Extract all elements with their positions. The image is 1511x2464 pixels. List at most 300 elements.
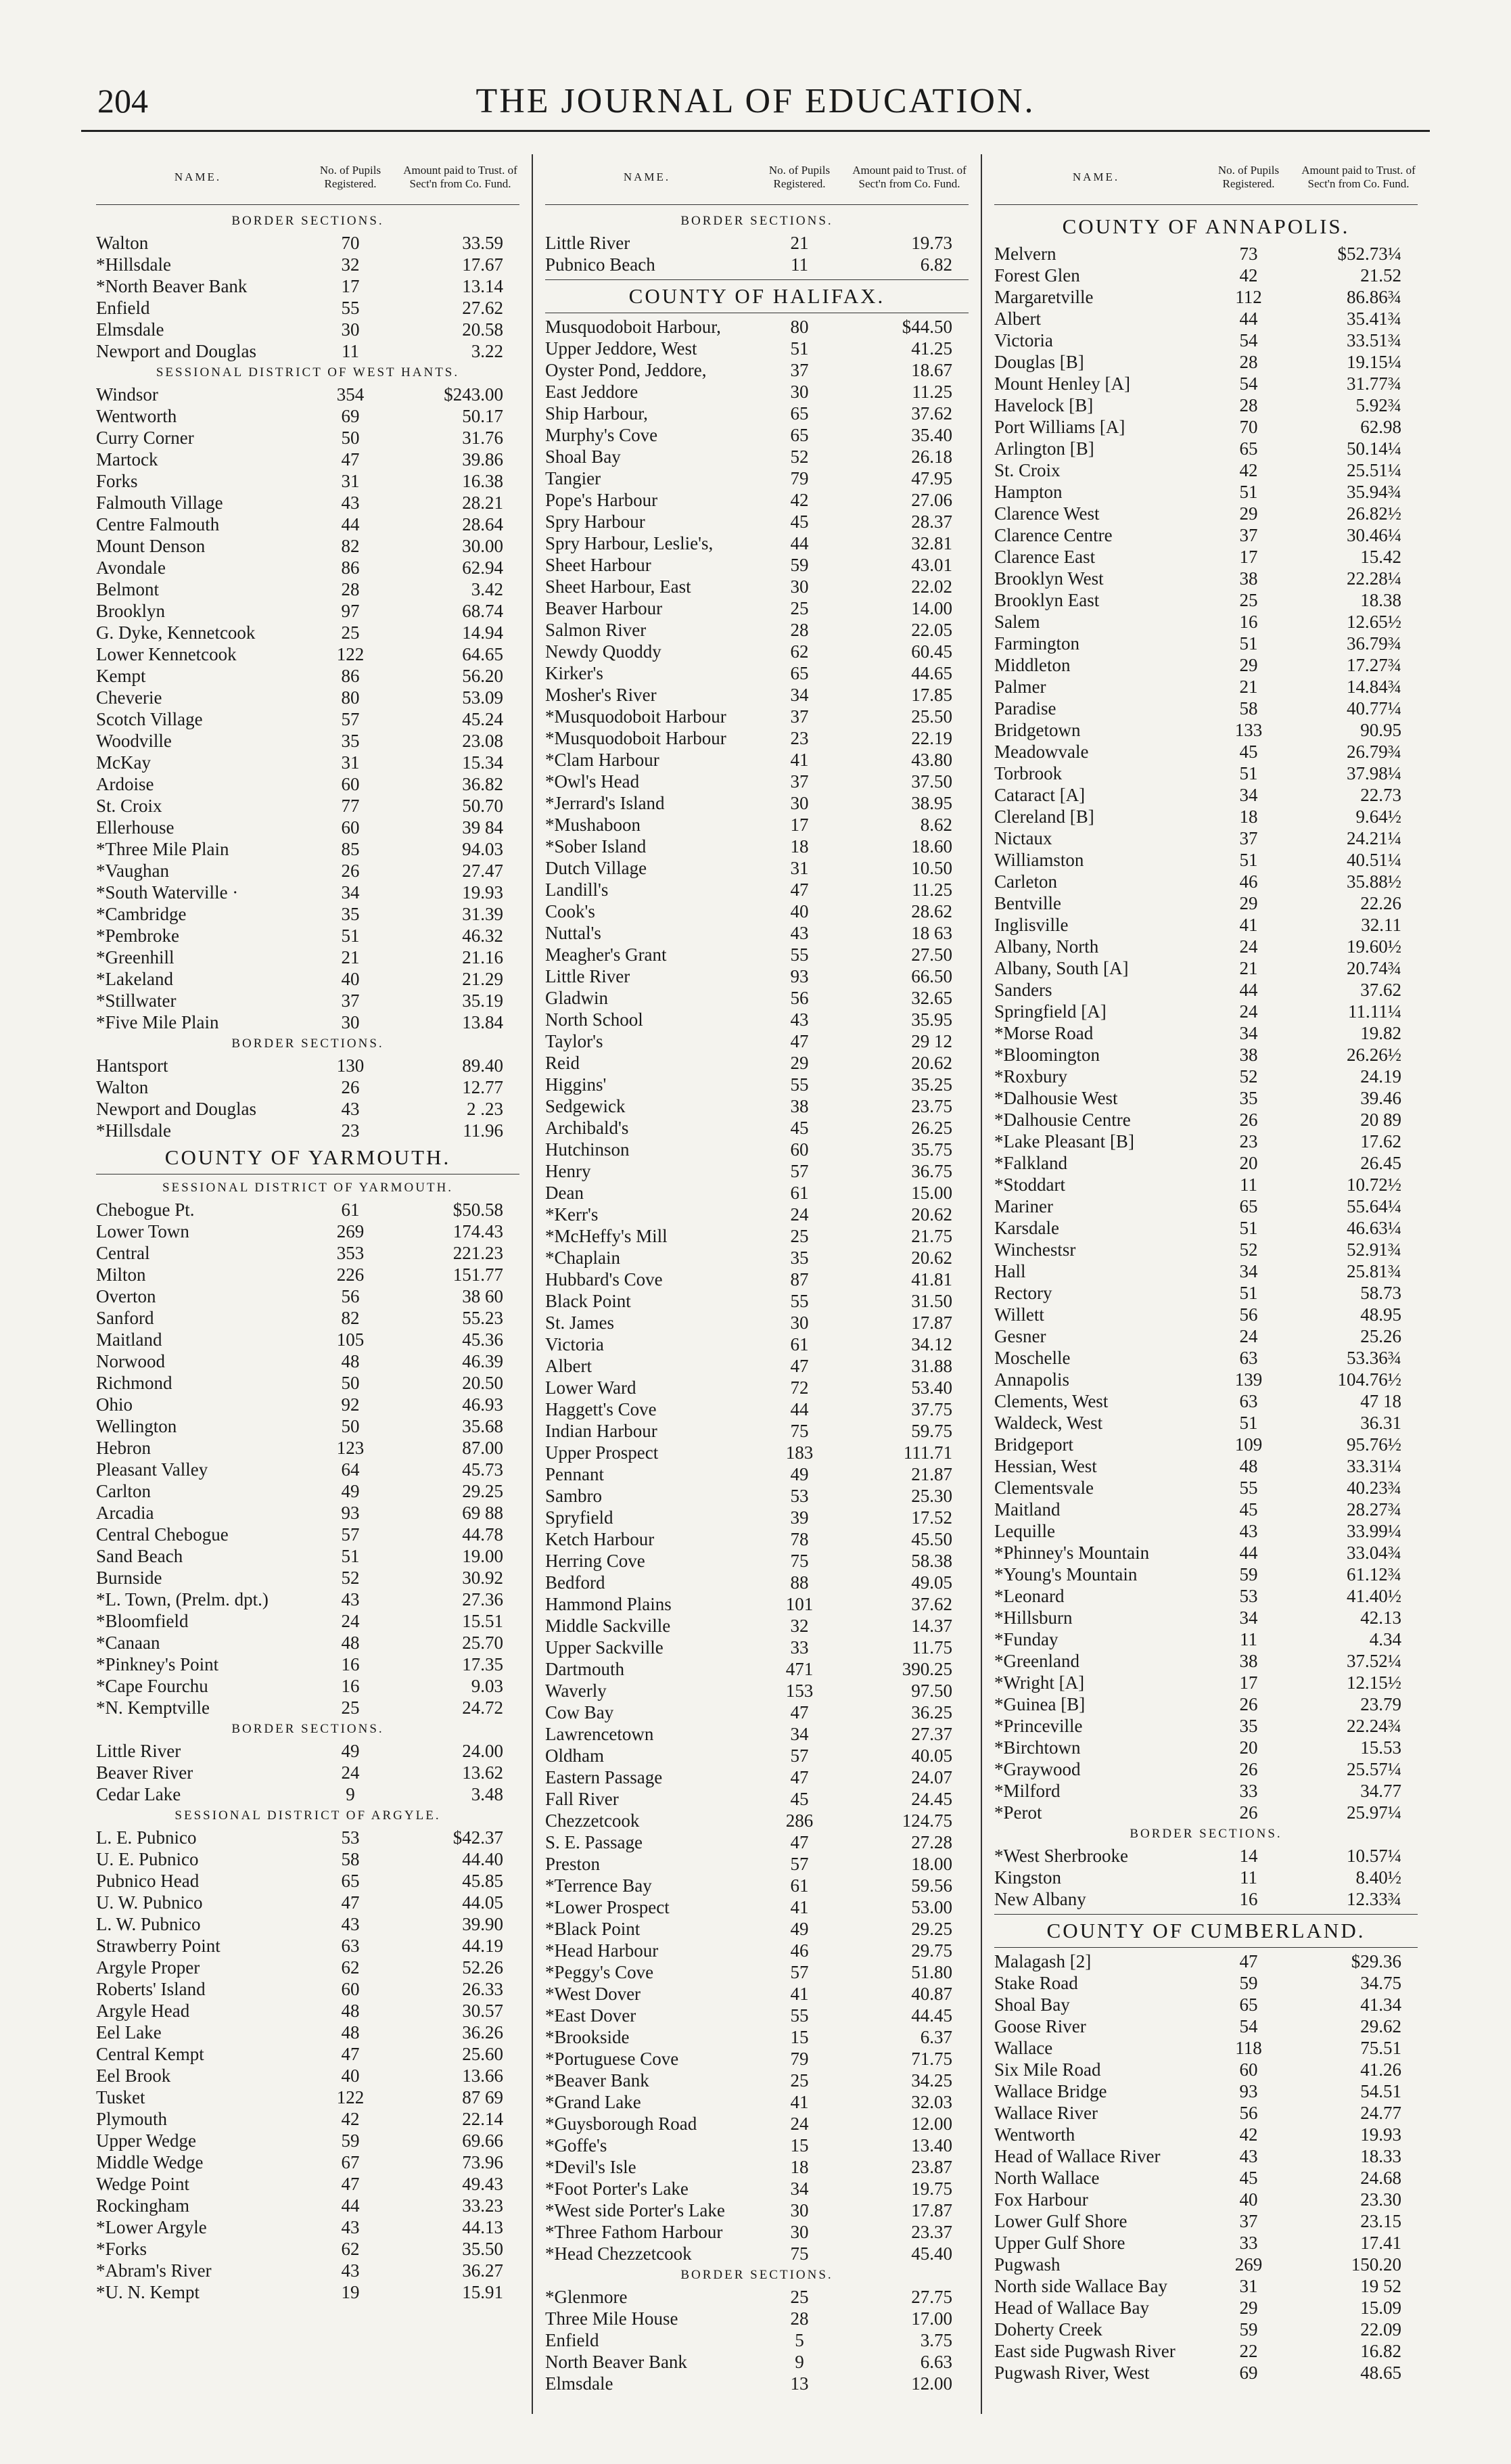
amount-paid: 32.81	[911, 533, 952, 553]
pupils-count: 24	[1239, 936, 1258, 957]
amount-paid: 10.57¼	[1347, 1846, 1401, 1866]
table-row	[994, 1950, 1418, 1972]
pupils-count: 46	[1239, 871, 1258, 892]
table-row	[545, 2199, 969, 2221]
pupils-count: 75	[790, 2243, 809, 2264]
section-heading: SESSIONAL DISTRICT OF YARMOUTH.	[162, 1181, 454, 1195]
amount-paid: 37.50	[911, 771, 952, 792]
school-name: Inglisville	[994, 915, 1069, 935]
table-row	[994, 2167, 1418, 2189]
school-name: Three Mile House	[545, 2308, 678, 2329]
table-row	[96, 1935, 519, 1957]
school-name: Archibald's	[545, 1118, 629, 1138]
pupils-count: 55	[1239, 1478, 1258, 1498]
table-row	[994, 2102, 1418, 2124]
school-name: Bentville	[994, 893, 1061, 913]
school-name: Malagash [2]	[994, 1951, 1092, 1971]
amount-paid: $243.00	[444, 384, 503, 405]
pupils-count: 30	[341, 319, 360, 340]
table-row	[545, 1853, 969, 1875]
amount-paid: 18.38	[1360, 590, 1401, 610]
school-name: Rectory	[994, 1283, 1052, 1303]
amount-paid: 36.75	[911, 1161, 952, 1181]
amount-paid: 29 12	[911, 1031, 952, 1051]
table-row	[994, 1412, 1418, 1434]
table-row	[545, 1160, 969, 1182]
amount-paid: 34.25	[911, 2070, 952, 2091]
school-name: *Pembroke	[96, 926, 179, 946]
column-header	[545, 154, 969, 200]
table-row	[994, 1520, 1418, 1542]
school-name: Woodville	[96, 731, 172, 751]
amount-paid: 23.87	[911, 2157, 952, 2177]
school-name: Ardoise	[96, 774, 154, 794]
amount-paid: 47.95	[911, 468, 952, 488]
amount-paid: 48.95	[1360, 1304, 1401, 1325]
pupils-count: 43	[341, 493, 360, 513]
school-name: Moschelle	[994, 1348, 1071, 1368]
table-row	[545, 1723, 969, 1745]
school-name: Elmsdale	[96, 319, 164, 340]
amount-paid: 89.40	[462, 1055, 503, 1076]
table-row	[994, 1304, 1418, 1325]
pupils-count: 37	[790, 706, 809, 727]
amount-paid: 11.25	[912, 382, 952, 402]
school-name: Mariner	[994, 1196, 1053, 1216]
table-row	[994, 1390, 1418, 1412]
table-row	[96, 2108, 519, 2130]
pupils-count: 70	[341, 233, 360, 253]
school-name: Clarence Centre	[994, 525, 1113, 545]
table-row	[545, 1983, 969, 2005]
school-name: Lower Ward	[545, 1377, 636, 1398]
pupils-count: 54	[1239, 373, 1258, 394]
pupils-count: 44	[1239, 980, 1258, 1000]
table-row	[994, 1888, 1418, 1910]
table-row	[545, 727, 969, 749]
table-row	[96, 1264, 519, 1285]
amount-paid: 19.75	[911, 2178, 952, 2199]
pupils-count: 70	[1239, 417, 1258, 437]
school-name: Ohio	[96, 1394, 133, 1415]
pupils-count: 62	[790, 641, 809, 662]
school-name: Black Point	[545, 1291, 631, 1311]
school-name: Clarence West	[994, 503, 1100, 524]
amount-paid: 35.40	[911, 425, 952, 445]
pupils-count: 51	[1239, 1413, 1258, 1433]
school-name: Spryfield	[545, 1507, 613, 1528]
school-name: Walton	[96, 1077, 149, 1097]
table-row	[545, 2329, 969, 2351]
section-heading: BORDER SECTIONS.	[1130, 1827, 1282, 1841]
pupils-count: 11	[1240, 1629, 1257, 1649]
table-row	[96, 708, 519, 730]
pupils-count: 28	[341, 579, 360, 599]
pupils-count: 11	[1240, 1867, 1257, 1888]
table-row	[96, 2173, 519, 2195]
pupils-count: 24	[1239, 1001, 1258, 1022]
pupils-count: 45	[790, 1789, 809, 1809]
amount-paid: 20.62	[911, 1204, 952, 1225]
amount-paid: 20 89	[1360, 1110, 1401, 1130]
table-row	[96, 297, 519, 319]
school-name: Cheverie	[96, 687, 162, 708]
table-row	[994, 698, 1418, 719]
pupils-count: 25	[790, 2287, 809, 2307]
header-amount: Amount paid to Trust. of Sect'n from Co. Fund.	[1301, 164, 1416, 190]
pupils-count: 9	[795, 2352, 804, 2372]
pupils-count: 77	[341, 796, 360, 816]
amount-paid: 19.15¼	[1347, 352, 1401, 372]
school-name: Karsdale	[994, 1218, 1059, 1238]
amount-paid: 151.77	[452, 1264, 503, 1285]
school-name: Taylor's	[545, 1031, 603, 1051]
table-row	[96, 968, 519, 990]
table-row	[994, 914, 1418, 936]
school-name: Norwood	[96, 1351, 165, 1371]
table-row	[994, 1628, 1418, 1650]
amount-paid: 30.00	[462, 536, 503, 556]
table-row	[994, 2275, 1418, 2297]
table-row	[994, 1477, 1418, 1499]
table-row	[545, 662, 969, 684]
pupils-count: 56	[341, 1286, 360, 1306]
pupils-count: 82	[341, 536, 360, 556]
school-name: Newport and Douglas	[96, 1099, 256, 1119]
pupils-count: 49	[341, 1481, 360, 1501]
table-row	[994, 1650, 1418, 1672]
pupils-count: 43	[341, 1589, 360, 1610]
table-row	[96, 643, 519, 665]
school-name: Maitland	[994, 1499, 1061, 1520]
amount-paid: 11.11¼	[1348, 1001, 1401, 1022]
school-name: *Lower Prospect	[545, 1897, 670, 1917]
amount-paid: 22.19	[911, 728, 952, 748]
school-name: *Birchtown	[994, 1737, 1081, 1758]
amount-paid: 33.59	[462, 233, 503, 253]
table-row	[545, 511, 969, 532]
amount-paid: 38.95	[911, 793, 952, 813]
table-row	[545, 1442, 969, 1463]
amount-paid: 33.31¼	[1347, 1456, 1401, 1476]
table-row	[545, 1355, 969, 1377]
amount-paid: 19 52	[1360, 2276, 1401, 2296]
school-name: Middleton	[994, 655, 1071, 675]
table-row	[545, 1333, 969, 1355]
amount-paid: 45.40	[911, 2243, 952, 2264]
table-row	[545, 1139, 969, 1160]
amount-paid: 33.51¾	[1347, 330, 1401, 350]
table-row	[994, 438, 1418, 459]
section-heading: BORDER SECTIONS.	[231, 1036, 384, 1051]
amount-paid: 37.75	[911, 1399, 952, 1419]
pupils-count: 38	[790, 1096, 809, 1116]
table-row	[545, 532, 969, 554]
table-row	[994, 394, 1418, 416]
table-row	[994, 1607, 1418, 1628]
pupils-count: 43	[341, 2217, 360, 2237]
amount-paid: 6.63	[920, 2352, 952, 2372]
amount-paid: 6.37	[920, 2027, 952, 2047]
pupils-count: 35	[1239, 1088, 1258, 1108]
school-name: *Black Point	[545, 1919, 641, 1939]
school-name: Waldeck, West	[994, 1413, 1103, 1433]
pupils-count: 65	[790, 403, 809, 424]
table-row	[545, 1961, 969, 1983]
pupils-count: 42	[341, 2109, 360, 2129]
amount-paid: 30.46¼	[1347, 525, 1401, 545]
pupils-count: 39	[790, 1507, 809, 1528]
table-row	[96, 1055, 519, 1076]
amount-paid: 27.36	[462, 1589, 503, 1610]
school-name: *Stoddart	[994, 1174, 1065, 1195]
amount-paid: 33.04¾	[1347, 1543, 1401, 1563]
school-name: *Wright [A]	[994, 1672, 1085, 1693]
pupils-count: 47	[790, 1832, 809, 1852]
table-row	[994, 1087, 1418, 1109]
amount-paid: 45.50	[911, 1529, 952, 1549]
amount-paid: 8.40½	[1355, 1867, 1401, 1888]
school-name: Eastern Passage	[545, 1767, 663, 1787]
pupils-count: 48	[341, 2022, 360, 2043]
pupils-count: 52	[790, 447, 809, 467]
table-row	[994, 1022, 1418, 1044]
pupils-count: 25	[790, 2070, 809, 2091]
school-name: *Princeville	[994, 1716, 1083, 1736]
pupils-count: 30	[790, 576, 809, 597]
table-row	[994, 1499, 1418, 1520]
amount-paid: 15.00	[911, 1183, 952, 1203]
amount-paid: 33.99¼	[1347, 1521, 1401, 1541]
table-row	[994, 373, 1418, 394]
amount-paid: 45.73	[462, 1459, 503, 1480]
amount-paid: 69.66	[462, 2130, 503, 2151]
amount-paid: 52.91¾	[1347, 1239, 1401, 1260]
school-name: Cedar Lake	[96, 1784, 181, 1804]
school-name: Enfield	[545, 2330, 599, 2350]
school-name: East side Pugwash River	[994, 2341, 1176, 2361]
amount-paid: 35.95	[911, 1009, 952, 1030]
table-row	[994, 1867, 1418, 1888]
amount-paid: 54.51	[1360, 2081, 1401, 2101]
table-row	[994, 2080, 1418, 2102]
pupils-count: 31	[341, 752, 360, 773]
pupils-count: 112	[1235, 287, 1262, 307]
table-row	[994, 1455, 1418, 1477]
table-row	[96, 1415, 519, 1437]
school-name: Sedgewick	[545, 1096, 626, 1116]
table-row	[96, 903, 519, 925]
pupils-count: 44	[790, 533, 809, 553]
pupils-count: 59	[790, 555, 809, 575]
amount-paid: 35.19	[462, 990, 503, 1011]
table-row	[545, 944, 969, 965]
pupils-count: 43	[341, 1099, 360, 1119]
pupils-count: 26	[1239, 1759, 1258, 1779]
table-row	[994, 1260, 1418, 1282]
amount-paid: 29.62	[1360, 2016, 1401, 2036]
pupils-count: 58	[1239, 698, 1258, 718]
pupils-count: 44	[341, 514, 360, 534]
pupils-count: 47	[341, 449, 360, 470]
school-name: Wentworth	[96, 406, 177, 426]
table-row	[545, 1204, 969, 1225]
pupils-count: 69	[341, 406, 360, 426]
amount-paid: 25.97¼	[1347, 1802, 1401, 1823]
school-name: Chezzetcook	[545, 1810, 640, 1831]
pupils-count: 28	[790, 2308, 809, 2329]
table-row	[994, 1542, 1418, 1564]
school-name: Ship Harbour,	[545, 403, 648, 424]
pupils-count: 43	[341, 2260, 360, 2281]
pupils-count: 48	[341, 1633, 360, 1653]
table-row	[96, 1610, 519, 1632]
pupils-count: 33	[790, 1637, 809, 1658]
pupils-count: 29	[1239, 655, 1258, 675]
pupils-count: 47	[341, 2044, 360, 2064]
school-name: *Guysborough Road	[545, 2114, 697, 2134]
table-row	[994, 1239, 1418, 1260]
school-name: Roberts' Island	[96, 1979, 206, 1999]
table-row	[96, 384, 519, 405]
pupils-count: 51	[341, 926, 360, 946]
pupils-count: 44	[790, 1399, 809, 1419]
amount-paid: 15.34	[462, 752, 503, 773]
school-name: Mount Henley [A]	[994, 373, 1130, 394]
table-row	[994, 2015, 1418, 2037]
amount-paid: 62.98	[1360, 417, 1401, 437]
pupils-count: 41	[790, 1984, 809, 2004]
school-name: *North Beaver Bank	[96, 276, 248, 296]
school-name: *Cambridge	[96, 904, 187, 924]
pupils-count: 65	[1239, 1994, 1258, 2015]
amount-paid: 28.37	[911, 511, 952, 532]
county-heading: COUNTY OF YARMOUTH.	[96, 1141, 519, 1174]
amount-paid: 34.77	[1360, 1781, 1401, 1801]
pupils-count: 26	[1239, 1802, 1258, 1823]
table-row	[545, 814, 969, 836]
table-row	[545, 1507, 969, 1528]
school-name: Spry Harbour, Leslie's,	[545, 533, 714, 553]
amount-paid: 22.09	[1360, 2319, 1401, 2340]
table-row	[96, 2130, 519, 2151]
school-name: Shoal Bay	[994, 1994, 1070, 2015]
amount-paid: 35.88½	[1347, 871, 1401, 892]
amount-paid: 44.13	[462, 2217, 503, 2237]
table-row	[96, 449, 519, 470]
school-name: Sheet Harbour	[545, 555, 651, 575]
amount-paid: 174.43	[452, 1221, 503, 1241]
table-row	[994, 827, 1418, 849]
pupils-count: 61	[790, 1183, 809, 1203]
table-row	[545, 1831, 969, 1853]
table-row	[994, 1325, 1418, 1347]
table-row	[545, 2373, 969, 2394]
amount-paid: 3.48	[471, 1784, 503, 1804]
school-name: *Lake Pleasant [B]	[994, 1131, 1134, 1151]
table-row	[96, 882, 519, 903]
pupils-count: 34	[1239, 1023, 1258, 1043]
school-name: *Grand Lake	[545, 2092, 641, 2112]
table-row	[545, 1030, 969, 1052]
pupils-count: 50	[341, 1416, 360, 1436]
pupils-count: 56	[790, 988, 809, 1008]
school-name: Bridgeport	[994, 1434, 1073, 1455]
school-name: *Funday	[994, 1629, 1059, 1649]
amount-paid: 86.86¾	[1347, 287, 1401, 307]
school-name: Windsor	[96, 384, 158, 405]
school-name: Sanford	[96, 1308, 154, 1328]
pupils-count: 35	[790, 1248, 809, 1268]
table-row	[994, 2232, 1418, 2254]
pupils-count: 18	[790, 836, 809, 857]
amount-paid: 66.50	[911, 966, 952, 986]
amount-paid: 14.00	[911, 598, 952, 618]
school-name: *Dalhousie West	[994, 1088, 1118, 1108]
school-name: Farmington	[994, 633, 1079, 654]
section-heading: BORDER SECTIONS.	[680, 2268, 833, 2282]
table-row	[545, 879, 969, 900]
amount-paid: 37.62	[911, 403, 952, 424]
amount-paid: 55.23	[462, 1308, 503, 1328]
table-row	[545, 2091, 969, 2113]
pupils-count: 30	[790, 793, 809, 813]
pupils-count: 20	[1239, 1153, 1258, 1173]
pupils-count: 55	[790, 1291, 809, 1311]
table-row	[994, 654, 1418, 676]
table-row	[545, 922, 969, 944]
table-row	[96, 1394, 519, 1415]
table-row	[545, 2156, 969, 2178]
school-name: Arcadia	[96, 1503, 154, 1523]
school-name: Chebogue Pt.	[96, 1200, 195, 1220]
pupils-count: 29	[790, 1053, 809, 1073]
school-name: East Jeddore	[545, 382, 638, 402]
amount-paid: 38 60	[462, 1286, 503, 1306]
school-name: Hantsport	[96, 1055, 168, 1076]
amount-paid: 3.75	[920, 2330, 952, 2350]
header-rule	[545, 204, 969, 205]
school-name: Ketch Harbour	[545, 1529, 655, 1549]
pupils-count: 30	[790, 2222, 809, 2242]
school-name: Oldham	[545, 1746, 604, 1766]
pupils-count: 17	[1239, 1672, 1258, 1693]
school-name: Hebron	[96, 1438, 151, 1458]
school-name: *Owl's Head	[545, 771, 640, 792]
table-row	[545, 1095, 969, 1117]
pupils-count: 33	[1239, 1781, 1258, 1801]
table-row	[994, 871, 1418, 892]
table-row	[96, 405, 519, 427]
table-row	[96, 2065, 519, 2086]
school-name: *Graywood	[994, 1759, 1081, 1779]
school-name: Dean	[545, 1183, 584, 1203]
table-row	[96, 1350, 519, 1372]
pupils-count: 45	[1239, 1499, 1258, 1520]
table-row	[545, 316, 969, 338]
table-row	[545, 987, 969, 1009]
school-name: *Terrence Bay	[545, 1875, 652, 1896]
school-name: Fox Harbour	[994, 2189, 1088, 2210]
school-name: *Morse Road	[994, 1023, 1094, 1043]
table-row	[545, 1398, 969, 1420]
pupils-count: 57	[341, 709, 360, 729]
school-name: Indian Harbour	[545, 1421, 657, 1441]
table-row	[994, 1044, 1418, 1066]
table-row	[96, 817, 519, 838]
table-row	[545, 771, 969, 792]
school-name: Gladwin	[545, 988, 608, 1008]
